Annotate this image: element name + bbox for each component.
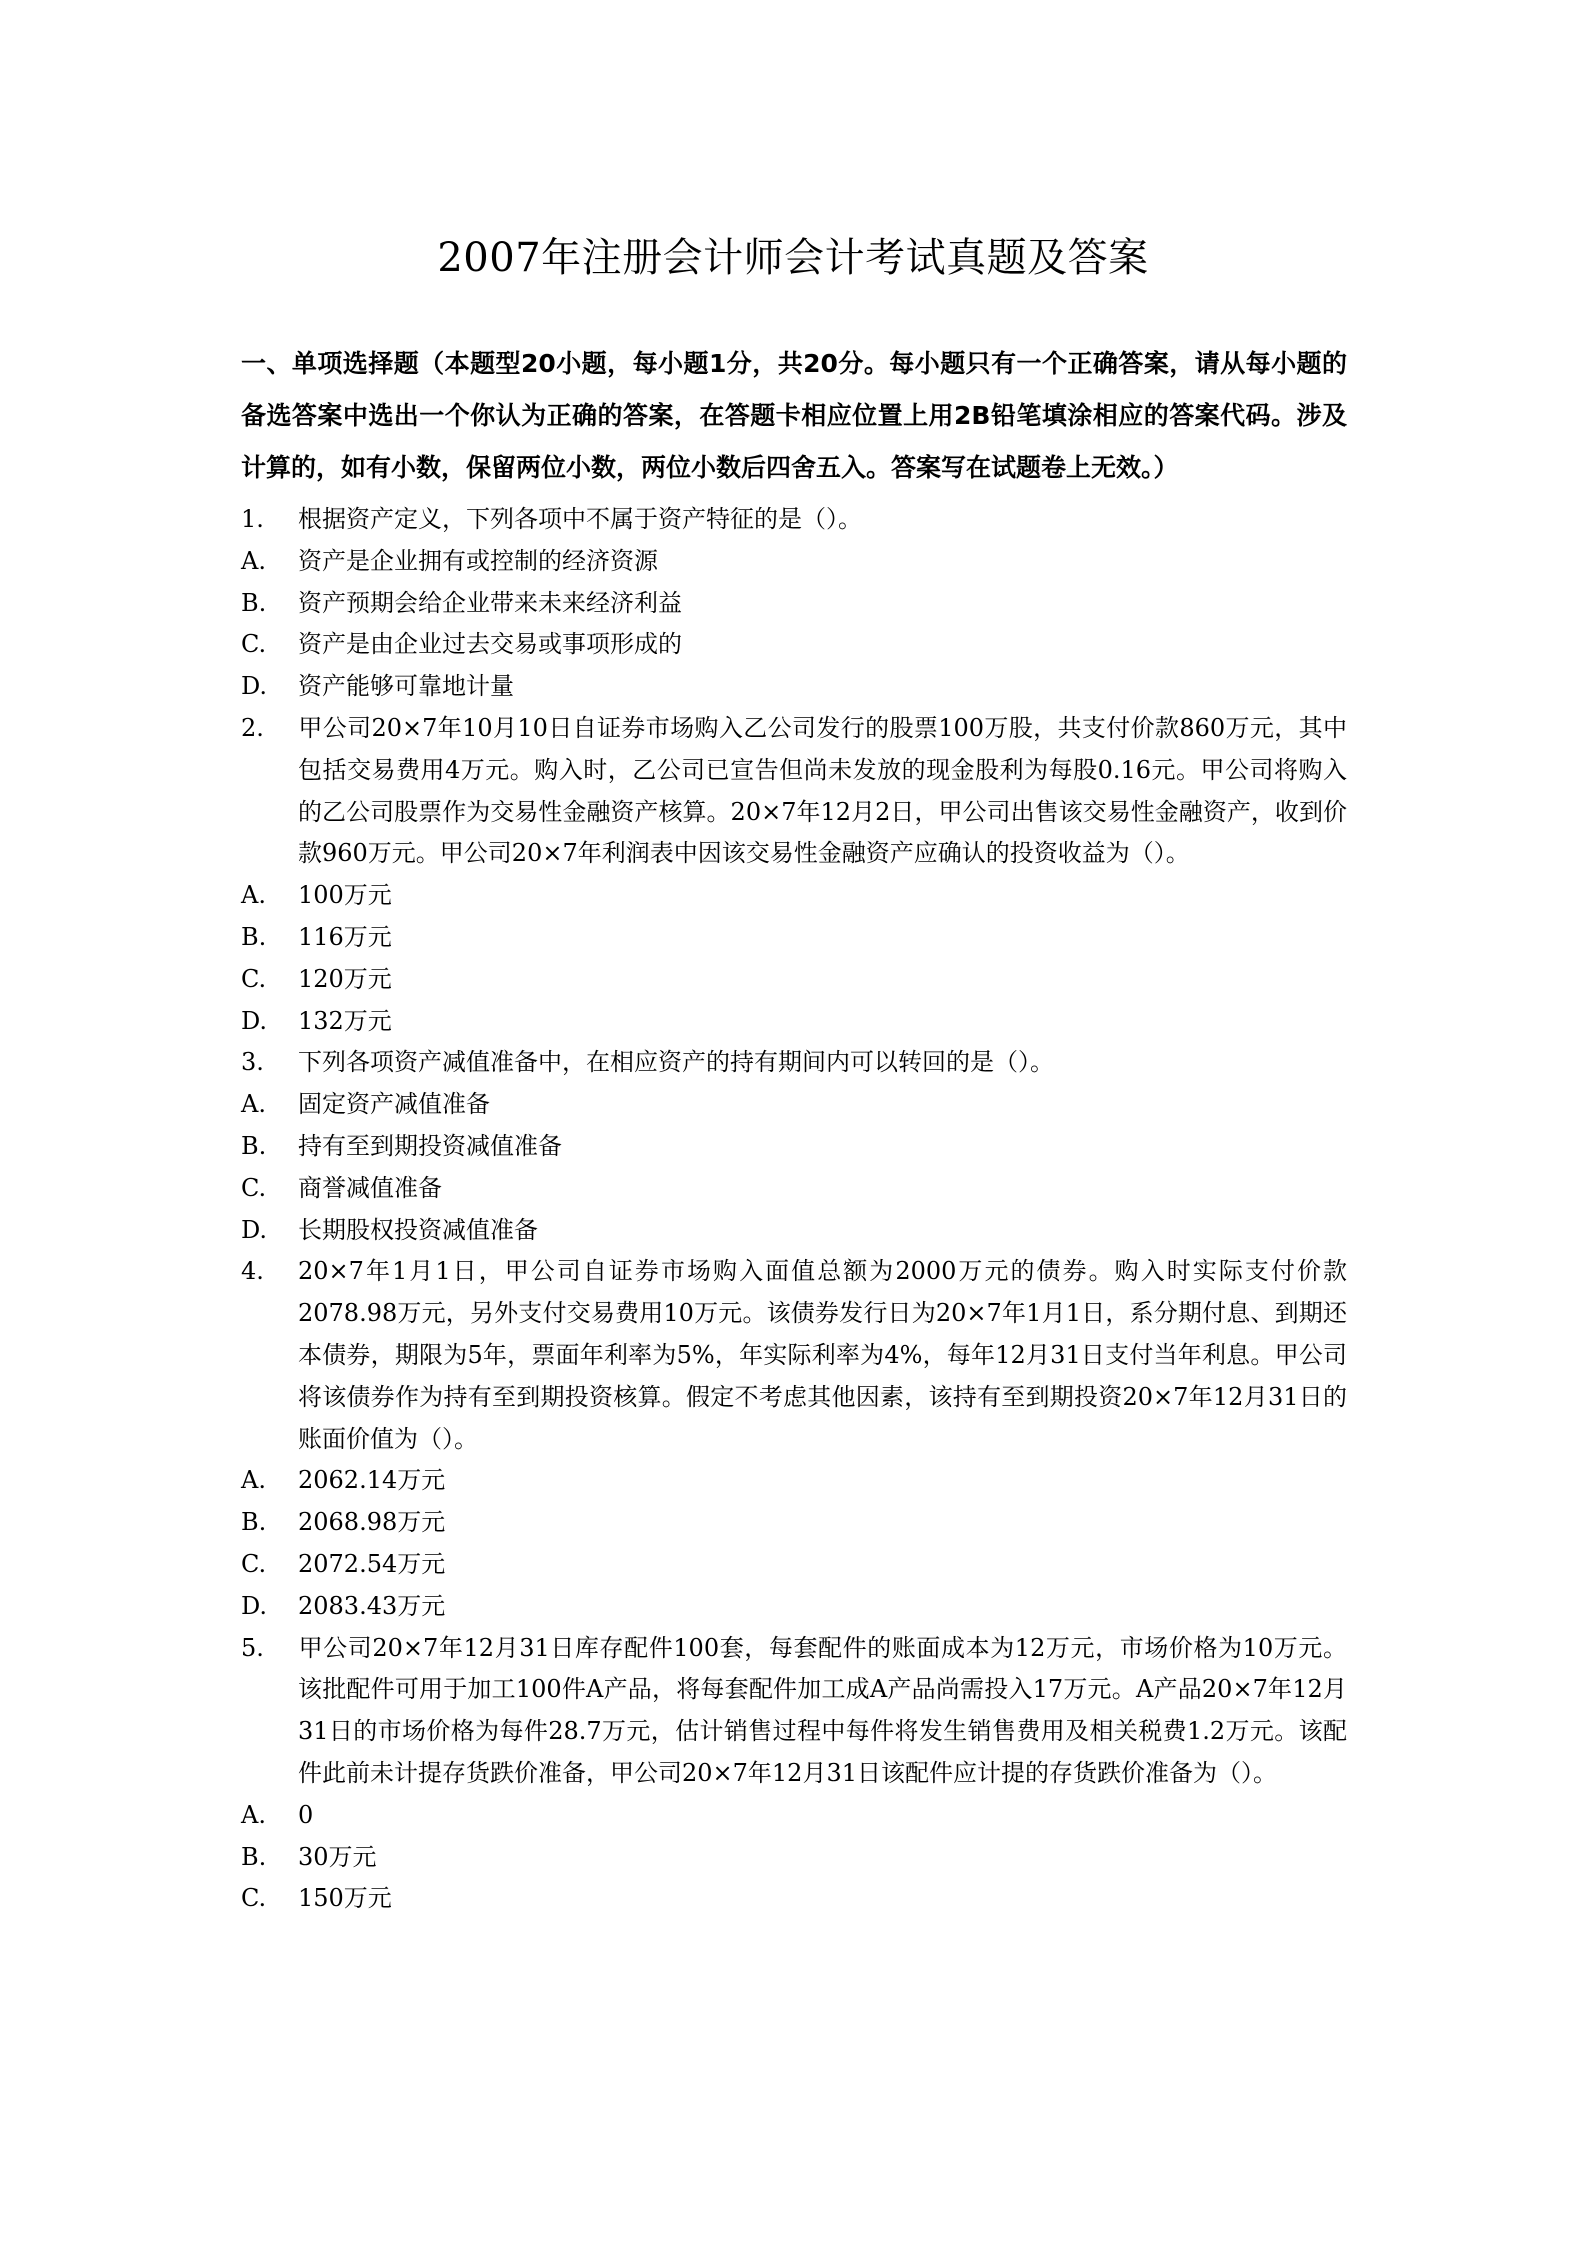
option [241,1084,1347,1126]
option-text: 116万元 [298,922,392,951]
option-label: D. [241,1215,268,1244]
option [241,624,1347,666]
option-label: D. [241,1006,268,1035]
question-number: 3. [241,1048,264,1077]
option-text: 资产预期会给企业带来未来经济利益 [298,588,682,617]
option-label: C. [241,964,267,993]
document-title: 2007年注册会计师会计考试真题及答案 [437,235,1149,281]
option [241,583,1347,625]
option-label: C. [241,1173,267,1202]
section-intro: 一、单项选择题（本题型20小题，每小题1分，共20分。每小题只有一个正确答案，请从每小题的备选答案中选出一个你认为正确的答案，在答题卡相应位置上用2B铅笔填涂相应的答案代码。涉及计算的，如有小数，保留两位小数，两位小数后四舍五入。答案写在试题卷上无效。） [241,349,1347,482]
question-5 [241,1628,1347,1921]
option-label: A. [241,546,266,575]
option-label: A. [241,1800,266,1829]
option-label: B. [241,588,267,617]
option-text: 资产是由企业过去交易或事项形成的 [298,630,682,659]
option-label: C. [241,1549,267,1578]
question-text: 下列各项资产减值准备中，在相应资产的持有期间内可以转回的是（）。 [298,1048,1054,1077]
option-text: 2083.43万元 [298,1591,446,1620]
option [241,917,1347,959]
option-label: B. [241,1131,267,1160]
option [241,541,1347,583]
question-stem [241,1042,1347,1084]
document-body [241,338,1347,1920]
question-3 [241,1042,1347,1251]
option-text: 120万元 [298,964,392,993]
question-1 [241,499,1347,708]
option [241,1878,1347,1920]
option [241,1544,1347,1586]
question-4 [241,1251,1347,1627]
option-text: 商誉减值准备 [298,1173,442,1202]
option [241,1502,1347,1544]
question-stem [241,499,1347,541]
option-label: D. [241,672,268,701]
option-label: B. [241,1842,267,1871]
option [241,1795,1347,1837]
option-text: 资产能够可靠地计量 [298,672,514,701]
option-text: 2072.54万元 [298,1549,446,1578]
option-text: 30万元 [298,1842,377,1871]
option [241,959,1347,1001]
option-text: 150万元 [298,1884,392,1913]
option [241,1126,1347,1168]
option [241,1586,1347,1628]
question-stem [241,708,1347,875]
option [241,666,1347,708]
option-label: C. [241,1884,267,1913]
option [241,1001,1347,1043]
option-label: B. [241,1508,267,1537]
question-text: 根据资产定义，下列各项中不属于资产特征的是（）。 [298,505,862,533]
option [241,1460,1347,1502]
question-number: 4. [241,1257,264,1286]
option-label: D. [241,1591,268,1620]
option-text: 100万元 [298,881,392,910]
option-text: 132万元 [298,1006,392,1035]
option-text: 资产是企业拥有或控制的经济资源 [298,546,658,575]
question-stem [241,1628,1347,1795]
question-text: 20×7年1月1日，甲公司自证券市场购入面值总额为2000万元的债券。购入时实际支付价款2078.98万元，另外支付交易费用10万元。该债券发行日为20×7年1月1日，系分期付息、到期还本债券，期限为5年，票面年利率为5%，年实际利率为4%，每年12月31日支付当年利息。甲公司将该债券作为持有至到期投资核算。假定不考虑其他因素，该持有至到期投资20×7年12月31日的账面价值为（）。 [298,1257,1347,1453]
option [241,1837,1347,1879]
question-stem [241,1251,1347,1460]
option-text: 长期股权投资减值准备 [298,1215,538,1244]
option-label: A. [241,1090,266,1119]
option [241,1210,1347,1252]
question-number: 1. [241,505,264,533]
question-number: 5. [241,1633,264,1662]
question-number: 2. [241,713,264,742]
option-text: 持有至到期投资减值准备 [298,1131,562,1160]
question-2 [241,708,1347,1042]
question-text: 甲公司20×7年12月31日库存配件100套，每套配件的账面成本为12万元，市场价格为10万元。该批配件可用于加工100件A产品，将每套配件加工成A产品尚需投入17万元。A产品20×7年12月31日的市场价格为每件28.7万元，估计销售过程中每件将发生销售费用及相关税费1.2万元。该配件此前未计提存货跌价准备，甲公司20×7年12月31日该配件应计提的存货跌价准备为（）。 [298,1633,1347,1787]
option-text: 固定资产减值准备 [298,1090,490,1119]
question-text: 甲公司20×7年10月10日自证券市场购入乙公司发行的股票100万股，共支付价款860万元，其中包括交易费用4万元。购入时，乙公司已宣告但尚未发放的现金股利为每股0.16元。甲公司将购入的乙公司股票作为交易性金融资产核算。20×7年12月2日，甲公司出售该交易性金融资产，收到价款960万元。甲公司20×7年利润表中因该交易性金融资产应确认的投资收益为（）。 [298,713,1347,868]
option-text: 2062.14万元 [298,1466,446,1495]
option-label: B. [241,922,267,951]
option-label: A. [241,1466,266,1495]
option-text: 2068.98万元 [298,1508,446,1537]
option-label: C. [241,630,267,659]
option-label: A. [241,881,266,910]
option [241,1168,1347,1210]
option [241,875,1347,917]
option-text: 0 [298,1800,314,1829]
